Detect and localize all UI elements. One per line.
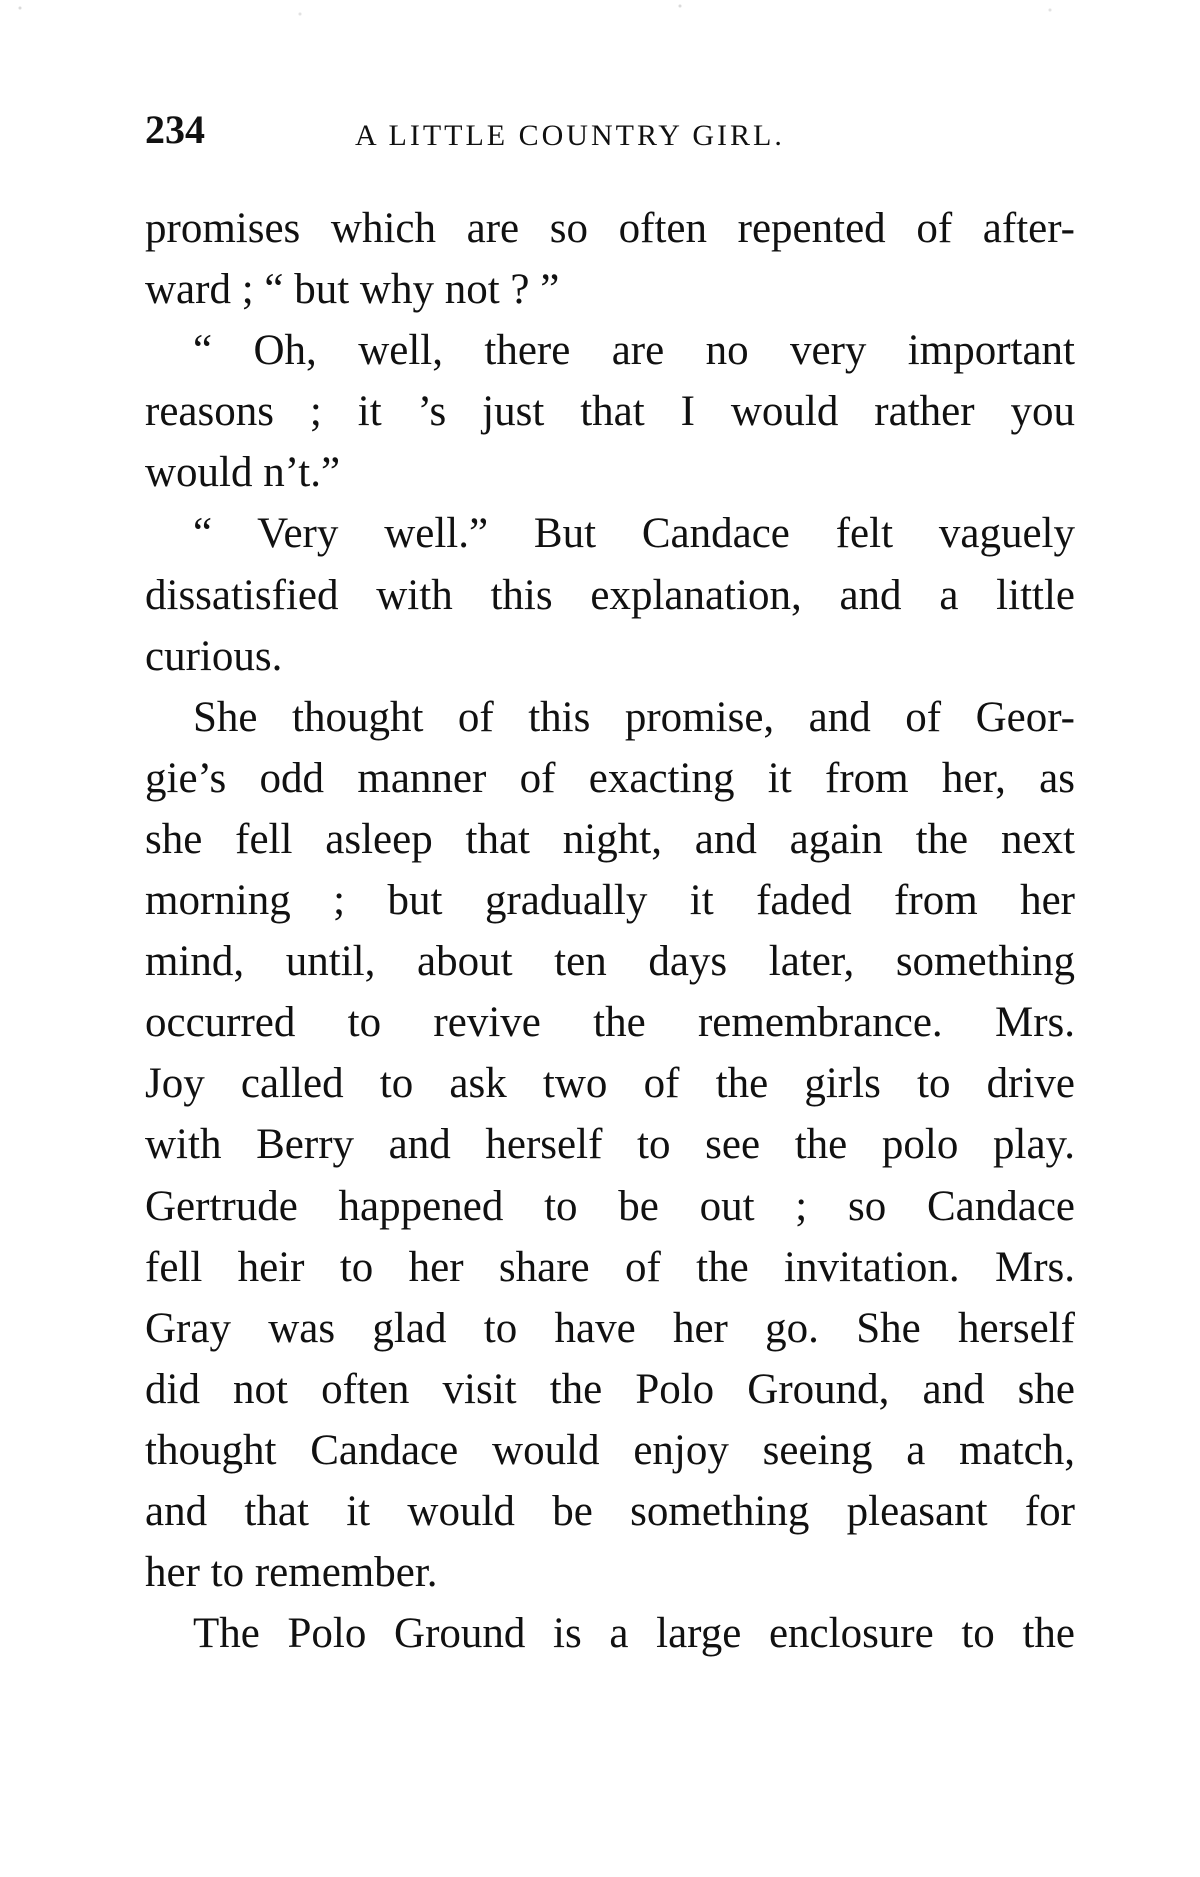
text-line: reasons ; it ’s just that I would rather you <box>145 388 1075 436</box>
text-line: occurred to revive the remembrance. Mrs. <box>145 999 1075 1047</box>
text-line: ward ; “ but why not ? ” <box>145 266 560 314</box>
running-head <box>145 100 1075 160</box>
running-title: A LITTLE COUNTRY GIRL. <box>355 119 785 152</box>
text-line: she fell asleep that night, and again the next <box>145 815 1075 863</box>
text-line: She thought of this promise, and of Geor- <box>193 693 1075 741</box>
text-line: The Polo Ground is a large enclosure to the <box>193 1610 1075 1658</box>
paper-speckle <box>0 0 1200 40</box>
text-line: promises which are so often repented of after- <box>145 205 1075 252</box>
text-line: and that it would be something pleasant for <box>145 1487 1075 1535</box>
page-number: 234 <box>145 107 205 152</box>
text-line: Joy called to ask two of the girls to drive <box>145 1060 1075 1108</box>
text-line: did not often visit the Polo Ground, and she <box>145 1365 1075 1413</box>
text-line: curious. <box>145 632 283 680</box>
text-line: fell heir to her share of the invitation. Mrs. <box>145 1243 1075 1291</box>
body-text <box>145 198 1075 1664</box>
text-line: “ Very well.” But Candace felt vaguely <box>193 510 1075 558</box>
text-line: her to remember. <box>145 1549 438 1597</box>
text-line: with Berry and herself to see the polo play. <box>145 1121 1075 1169</box>
text-line: thought Candace would enjoy seeing a match, <box>145 1426 1075 1474</box>
text-line: would n’t.” <box>145 449 341 497</box>
text-line: morning ; but gradually it faded from her <box>145 877 1075 925</box>
text-line: dissatisfied with this explanation, and a little <box>145 571 1075 619</box>
text-line: “ Oh, well, there are no very important <box>193 327 1075 375</box>
text-line: Gertrude happened to be out ; so Candace <box>145 1182 1075 1230</box>
text-line: gie’s odd manner of exacting it from her, as <box>145 754 1075 802</box>
text-line: Gray was glad to have her go. She herself <box>145 1304 1075 1352</box>
text-line: mind, until, about ten days later, something <box>145 938 1075 986</box>
